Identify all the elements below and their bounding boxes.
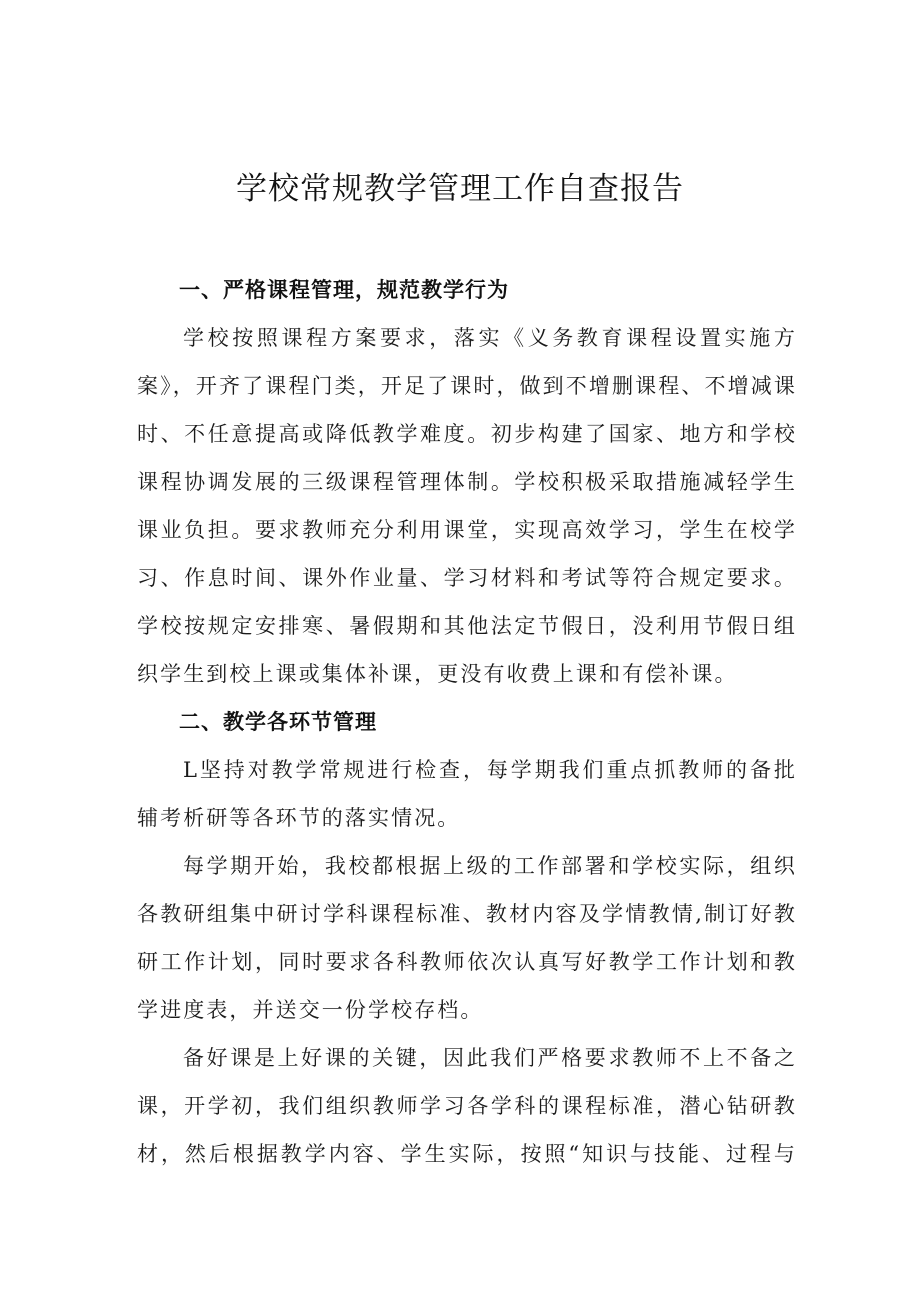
section-2-paragraph-1: L坚持对教学常规进行检查，每学期我们重点抓教师的备批辅考析研等各环节的落实情况。 (137, 758, 797, 830)
section-2-paragraph-3: 备好课是上好课的关键，因此我们严格要求教师不上不备之课，开学初，我们组织教师学习各学科的课程标准，潜心钻研教材，然后根据教学内容、学生实际，按照“知识与技能、过程与 (137, 1046, 797, 1166)
section-2-paragraph-2: 每学期开始，我校都根据上级的工作部署和学校实际，组织各教研组集中研讨学科课程标准、教材内容及学情教情,制订好教研工作计划，同时要求各科教师依次认真写好教学工作计划和教学进度表，并送交一份学校存档。 (137, 854, 797, 1022)
section-heading-2: 二、教学各环节管理 (179, 710, 377, 734)
section-heading-1: 一、严格课程管理，规范教学行为 (179, 278, 509, 302)
document-body (137, 266, 797, 1178)
document-title: 学校常规教学管理工作自查报告 (236, 171, 684, 207)
section-1-paragraph-1: 学校按照课程方案要求，落实《义务教育课程设置实施方案》，开齐了课程门类，开足了课时，做到不增删课程、不增减课时、不任意提高或降低教学难度。初步构建了国家、地方和学校课程协调发展的三级课程管理体制。学校积极采取措施减轻学生课业负担。要求教师充分利用课堂，实现高效学习，学生在校学习、作息时间、课外作业量、学习材料和考试等符合规定要求。学校按规定安排寒、暑假期和其他法定节假日，没利用节假日组织学生到校上课或集体补课，更没有收费上课和有偿补课。 (137, 326, 797, 686)
